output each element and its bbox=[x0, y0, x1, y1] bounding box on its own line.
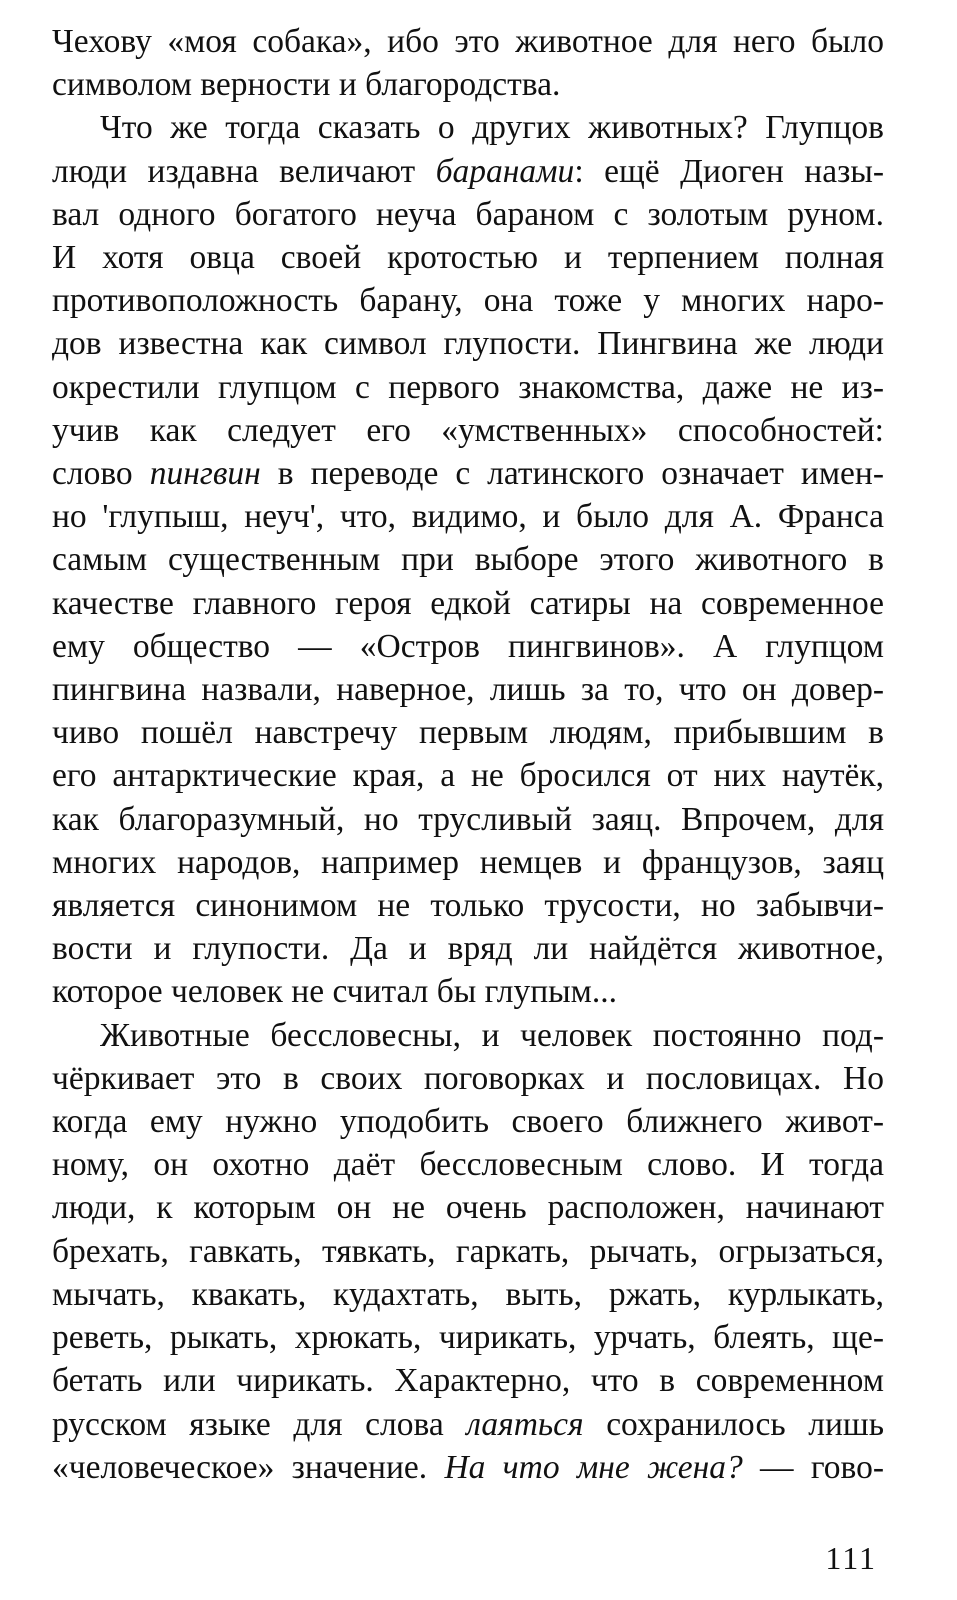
text-run: самым существенным при выборе этого животного в bbox=[52, 541, 884, 579]
text-line bbox=[52, 495, 884, 538]
text-line bbox=[52, 1014, 884, 1057]
text-run: чёркивает это в своих поговорках и пословицах. Но bbox=[52, 1059, 884, 1097]
text-line bbox=[52, 798, 884, 841]
text-run: — гово- bbox=[742, 1448, 884, 1486]
italic-term: пингвин bbox=[149, 455, 261, 493]
text-run: люди издавна величают bbox=[52, 152, 436, 190]
text-run: чиво пошёл навстречу первым людям, прибывшим в bbox=[52, 714, 884, 752]
text-run: как благоразумный, но трусливый заяц. Впрочем, для bbox=[52, 800, 884, 838]
text-line bbox=[52, 1186, 884, 1229]
text-run: реветь, рыкать, хрюкать, чирикать, урчать, блеять, ще- bbox=[52, 1319, 884, 1357]
text-line bbox=[52, 150, 884, 193]
text-run: брехать, гавкать, тявкать, гаркать, рычать, огрызаться, bbox=[52, 1232, 884, 1270]
text-line bbox=[52, 322, 884, 365]
text-line bbox=[52, 1316, 884, 1359]
text-line bbox=[52, 1143, 884, 1186]
text-run: его антарктические края, а не бросился от них наутёк, bbox=[52, 757, 884, 795]
text-line bbox=[52, 1446, 884, 1489]
text-run: но 'глупыш, неуч', что, видимо, и было для А. Франса bbox=[52, 498, 884, 536]
text-line bbox=[52, 970, 884, 1013]
text-run: слово bbox=[52, 455, 150, 493]
text-run: окрестили глупцом с первого знакомства, даже не из- bbox=[52, 368, 884, 406]
text-run: качестве главного героя едкой сатиры на современное bbox=[52, 584, 884, 622]
paragraph bbox=[52, 20, 884, 106]
text-line bbox=[52, 1359, 884, 1402]
text-run: И хотя овца своей кротостью и терпением полная bbox=[52, 239, 884, 277]
text-run: противоположность барану, она тоже у многих наро- bbox=[52, 282, 884, 320]
text-line bbox=[52, 927, 884, 970]
text-run: бетать или чирикать. Характерно, что в современном bbox=[52, 1362, 884, 1400]
text-line bbox=[52, 625, 884, 668]
text-line bbox=[52, 106, 884, 149]
text-run: является синонимом не только трусости, но забывчи- bbox=[52, 887, 884, 925]
text-line bbox=[52, 1100, 884, 1143]
text-line bbox=[52, 1273, 884, 1316]
text-line bbox=[52, 20, 884, 63]
text-run: когда ему нужно уподобить своего ближнего живот- bbox=[52, 1103, 884, 1141]
text-run: ному, он охотно даёт бессловесным слово. И тогда bbox=[52, 1146, 884, 1184]
text-run: русском языке для слова bbox=[52, 1405, 467, 1443]
text-run: вости и глупости. Да и вряд ли найдётся животное, bbox=[52, 930, 884, 968]
text-run: Что же тогда сказать о других животных? Глупцов bbox=[100, 109, 884, 147]
italic-term: На что мне жена? bbox=[444, 1448, 743, 1486]
text-run: ему общество — «Остров пингвинов». А глупцом bbox=[52, 627, 884, 665]
text-line bbox=[52, 754, 884, 797]
text-line bbox=[52, 236, 884, 279]
text-line bbox=[52, 711, 884, 754]
text-run: символом верности и благородства. bbox=[52, 66, 561, 104]
text-run: в переводе с латинского означает имен- bbox=[260, 455, 884, 493]
page-number: 111 bbox=[825, 1540, 877, 1576]
text-line bbox=[52, 841, 884, 884]
text-run: сохранилось лишь bbox=[583, 1405, 884, 1443]
text-line bbox=[52, 63, 884, 106]
text-run: «человеческое» значение. bbox=[52, 1448, 445, 1486]
text-line bbox=[52, 668, 884, 711]
text-run: люди, к которым он не очень расположен, начинают bbox=[52, 1189, 884, 1227]
text-line bbox=[52, 884, 884, 927]
text-run: Животные бессловесны, и человек постоянно под- bbox=[100, 1016, 884, 1054]
page-body bbox=[52, 20, 884, 1489]
text-line bbox=[52, 1403, 884, 1446]
italic-term: лаяться bbox=[466, 1405, 584, 1443]
text-line bbox=[52, 1230, 884, 1273]
text-line bbox=[52, 279, 884, 322]
text-run: учив как следует его «умственных» способностей: bbox=[52, 411, 884, 449]
text-run: многих народов, например немцев и французов, заяц bbox=[52, 843, 884, 881]
text-line bbox=[52, 366, 884, 409]
paragraph bbox=[52, 1014, 884, 1489]
text-run: пингвина назвали, наверное, лишь за то, что он довер- bbox=[52, 671, 884, 709]
italic-term: баранами bbox=[435, 152, 575, 190]
text-run: вал одного богатого неуча бараном с золотым руном. bbox=[52, 195, 884, 233]
text-line bbox=[52, 452, 884, 495]
text-line bbox=[52, 409, 884, 452]
text-run: дов известна как символ глупости. Пингвина же люди bbox=[52, 325, 884, 363]
text-line bbox=[52, 582, 884, 625]
text-run: мычать, квакать, кудахтать, выть, ржать, курлыкать, bbox=[52, 1275, 884, 1313]
text-line bbox=[52, 193, 884, 236]
text-run: Чехову «моя собака», ибо это животное для него было bbox=[52, 23, 884, 60]
text-run: которое человек не считал бы глупым... bbox=[52, 973, 617, 1011]
text-line bbox=[52, 1057, 884, 1100]
text-run: : ещё Диоген назы- bbox=[574, 152, 884, 190]
text-line bbox=[52, 538, 884, 581]
paragraph bbox=[52, 106, 884, 1013]
